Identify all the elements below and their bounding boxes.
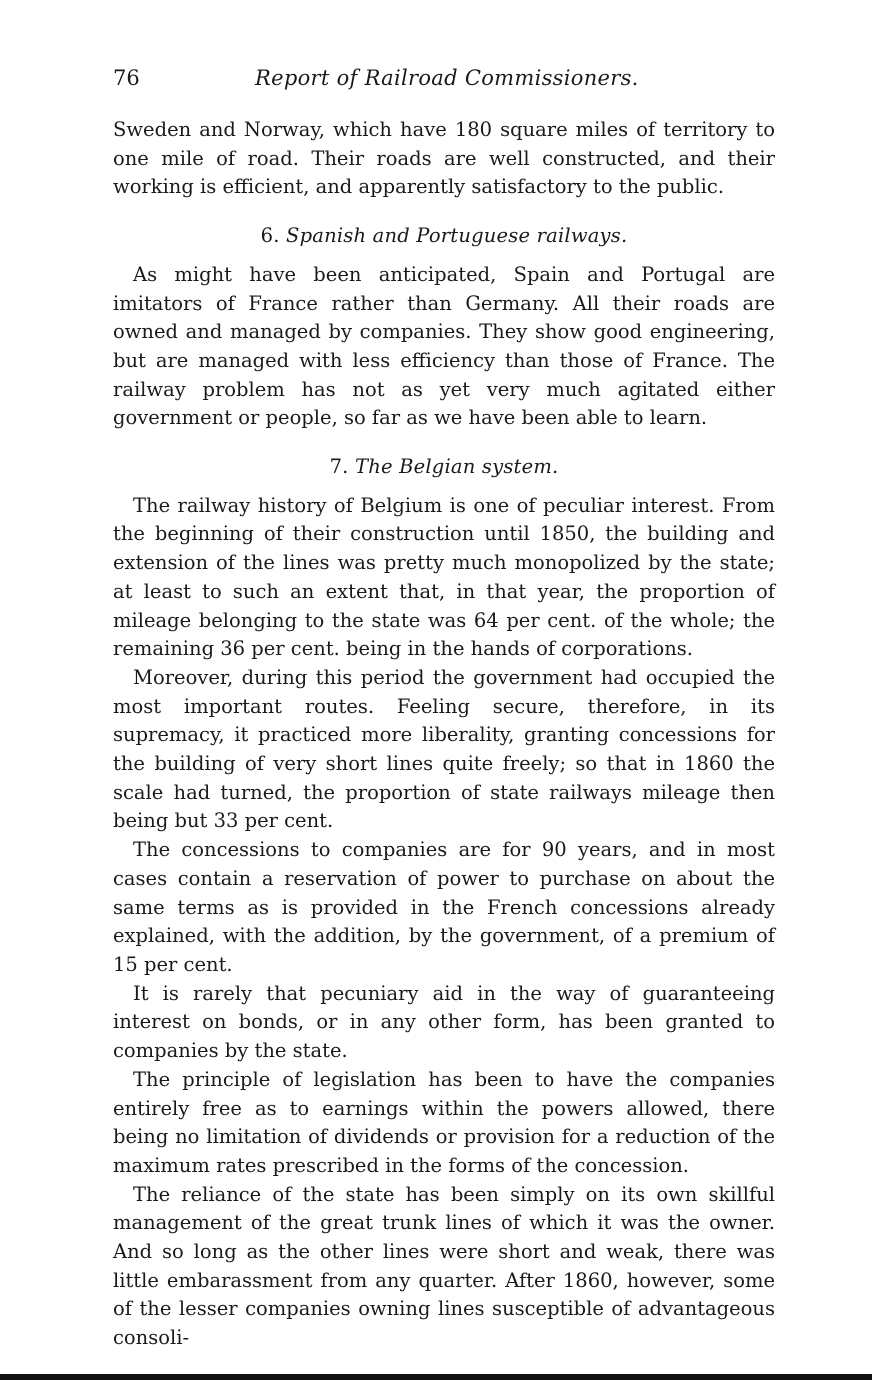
section-heading-6 xyxy=(113,222,775,251)
paragraph: It is rarely that pecuniary aid in the way of guaranteeing interest on bonds, or in any other form, has been granted to companies by the state. xyxy=(113,981,775,1063)
scan-edge-divider xyxy=(0,1374,872,1380)
section-title: Spanish and Portuguese railways. xyxy=(286,224,628,248)
intro-paragraph: Sweden and Norway, which have 180 square miles of territory to one mile of road. Their roads are well constructed, and their working is efficient, and apparently satisfactory to the public. xyxy=(113,118,775,199)
section-title: The Belgian system. xyxy=(355,455,559,479)
page-body xyxy=(113,116,775,1353)
section-heading-7 xyxy=(113,453,775,482)
section-number: 6. xyxy=(260,224,280,248)
page-number: 76 xyxy=(113,66,140,90)
paragraph: The concessions to companies are for 90 years, and in most cases contain a reservation of power to purchase on about the same terms as is provided in the French concessions already explained, with the addition, by the government, of a premium of 15 per cent. xyxy=(113,838,775,976)
paragraph: The railway history of Belgium is one of peculiar interest. From the beginning of their construction until 1850, the building and extension of the lines was pretty much monopolized by the state; at least to such an extent that, in that year, the proportion of mileage belonging to the state was 64 per cent. of the whole; the remaining 36 per cent. being in the hands of corporations. xyxy=(113,493,775,661)
paragraph: Moreover, during this period the government had occupied the most important routes. Feeling secure, therefore, in its supremacy, it practiced more liberality, granting concessions for the building of very short lines quite freely; so that in 1860 the scale had turned, the proportion of state railways mileage then being but 33 per cent. xyxy=(113,665,775,833)
paragraph: The principle of legislation has been to have the companies entirely free as to earnings within the powers allowed, there being no limitation of dividends or provision for a reduction of the maximum rates prescribed in the forms of the concession. xyxy=(113,1067,775,1177)
page-header xyxy=(113,66,775,100)
section-number: 7. xyxy=(329,455,349,479)
paragraph: As might have been anticipated, Spain and Portugal are imitators of France rather than Germany. All their roads are owned and managed by companies. They show good engineering, but are managed with less efficiency than those of France. The railway problem has not as yet very much agitated either government or people, so far as we have been able to learn. xyxy=(113,262,775,430)
running-title: Report of Railroad Commissioners. xyxy=(255,66,639,90)
paragraph: The reliance of the state has been simply on its own skillful management of the great trunk lines of which it was the owner. And so long as the other lines were short and weak, there was little embarassment from any quarter. After 1860, however, some of the lesser companies owning lines susceptible of advantageous consoli- xyxy=(113,1182,775,1350)
